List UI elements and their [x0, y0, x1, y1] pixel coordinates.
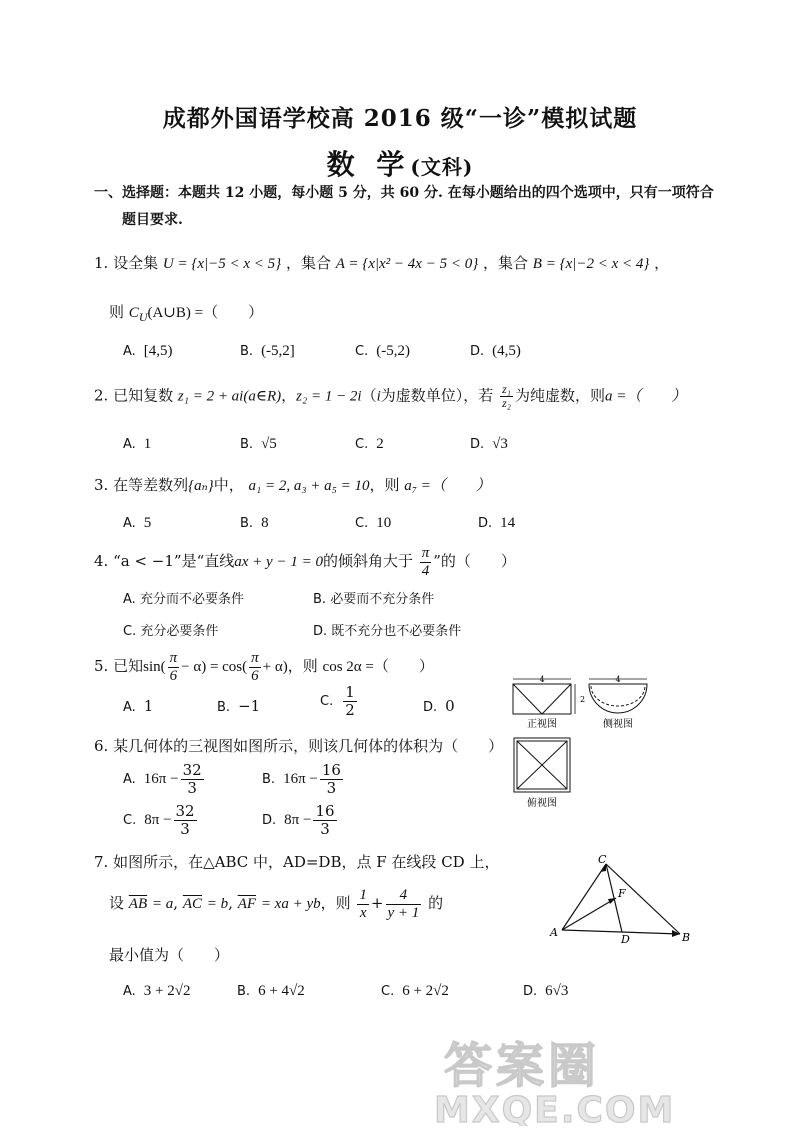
triangle-figure: [540, 848, 700, 948]
math-set-u: U = {x|−5 < x < 5}: [162, 256, 282, 272]
point-b-label: B: [682, 931, 691, 944]
q1-option-c[interactable]: C. (-5,2): [355, 343, 410, 359]
q5-option-c[interactable]: C. $\frac{1}{2}$: [320, 683, 355, 719]
vector-ab: $\overline{AB}$: [128, 896, 148, 912]
svg-text:4: 4: [615, 675, 621, 684]
q1-option-a[interactable]: A. [4,5): [123, 343, 173, 359]
math-set-a: A = {x|x² − 4x − 5 < 0}: [335, 256, 479, 272]
front-view: [513, 679, 575, 714]
q2-option-b[interactable]: B. √5: [240, 436, 277, 452]
watermark-logo: [424, 1030, 784, 1126]
question-4: 4. “a < −1”是“直线ax + y − 1 = 0的倾斜角大于 $\frac{\pi}{4}$ ”的（ ）: [94, 545, 516, 579]
q4-option-c[interactable]: C. 充分必要条件: [123, 624, 219, 639]
question-text: 设全集: [113, 254, 159, 272]
math-complement: C: [128, 305, 139, 321]
top-view-label: 俯视图: [527, 798, 557, 809]
question-7-line-3: 最小值为（ ）: [109, 946, 230, 964]
q1-option-b[interactable]: B. (-5,2]: [240, 343, 295, 359]
section-heading: [94, 180, 714, 234]
q3-option-c[interactable]: C. 10: [355, 515, 392, 531]
question-6: 6. 某几何体的三视图如图所示，则该几何体的体积为（ ）: [94, 737, 504, 755]
subject-track: (文科): [410, 155, 474, 179]
fraction-z1-over-z2: $\frac{\text{z₁}}{\text{z₂}}$: [502, 382, 511, 411]
q6-option-d[interactable]: D. 8π − $\frac{16}{3}$: [262, 802, 335, 838]
question-text: ，集合: [285, 254, 331, 272]
q7-option-d[interactable]: D. 6√3: [523, 983, 569, 999]
question-7-line-2: 设 $\overline{AB} = a$, $\overline{AC} = b$, $\overline{AF}$ = xa + yb，则 $\frac{1}{x}$ + $\frac{4}{y + 1}$ 的: [109, 887, 444, 921]
math-expression: (A∪B) =（ ）: [147, 305, 264, 321]
exam-subtitle: [0, 143, 800, 183]
q6-option-c[interactable]: C. 8π − $\frac{32}{3}$: [123, 802, 195, 838]
question-1-line-2: [109, 301, 263, 325]
q7-option-c[interactable]: C. 6 + 2√2: [381, 983, 449, 999]
three-view-figure: [505, 672, 665, 812]
q3-option-b[interactable]: B. 8: [240, 515, 269, 531]
q6-option-b[interactable]: B. 16π − $\frac{16}{3}$: [262, 761, 341, 797]
exam-title: 成都外国语学校高 2016 级“一诊”模拟试题: [162, 105, 638, 132]
section-line-1: 一、选择题：本题共 12 小题，每小题 5 分，共 60 分. 在每小题给出的四个选项中，只有一项符合: [94, 185, 714, 201]
dim-width-label: 4: [539, 675, 545, 684]
top-view: [514, 738, 570, 792]
question-7-line-1: 7. 如图所示，在△ABC 中，AD=DB，点 F 在线段 CD 上，: [94, 853, 500, 871]
q7-option-a[interactable]: A. 3 + 2√2: [123, 983, 191, 999]
math-set-b: B = {x|−2 < x < 4}: [532, 256, 650, 272]
front-view-label: 正视图: [527, 719, 557, 730]
math-subscript: U: [138, 310, 148, 324]
watermark-site: MXQE.COM: [434, 1090, 676, 1126]
point-d-label: D: [621, 933, 630, 946]
watermark-chars: 答案圈: [444, 1038, 601, 1094]
q6-option-a[interactable]: A. 16π − $\frac{32}{3}$: [123, 761, 202, 797]
dim-height-label: 2: [580, 695, 586, 704]
point-f-label: F: [618, 887, 626, 900]
question-2: 2. 已知复数 z₁ = 2 + ai(a∈R)，z₂ = 1 − 2i（i为虚数单位），若 $\frac{\text{z₁}}{\text{z₂}}$ 为纯虚数，则a =（ ）: [94, 382, 687, 411]
vector-ac: $\overline{AC}$: [182, 896, 202, 912]
q2-option-a[interactable]: A. 1: [123, 436, 152, 452]
question-5: 5. 已知sin( $\frac{\pi}{6}$ − α) = cos( $\frac{\pi}{6}$ + α)，则 cos 2α =（ ）: [94, 650, 434, 684]
math-z2: z₂ = 1 − 2i: [296, 388, 362, 405]
side-view-label: 侧视图: [603, 719, 633, 730]
question-3: 3. 在等差数列{aₙ}中， a₁ = 2, a₃ + a₅ = 10，则 a₇ =（ ）: [94, 476, 491, 494]
vector-af: $\overline{AF}$: [237, 896, 257, 912]
q5-option-b[interactable]: B. −1: [217, 697, 261, 715]
question-1-line-1: [94, 252, 669, 273]
math-z1: z₁ = 2 + ai(a∈R): [177, 388, 282, 405]
q7-option-b[interactable]: B. 6 + 4√2: [237, 983, 305, 999]
q4-option-a[interactable]: A. 充分而不必要条件: [123, 592, 244, 607]
q2-option-c[interactable]: C. 2: [355, 436, 384, 452]
q1-option-d[interactable]: D. (4,5): [470, 343, 521, 359]
question-number: 1.: [94, 254, 109, 272]
q3-option-d[interactable]: D. 14: [478, 515, 516, 531]
subject-label: 数 学: [326, 148, 411, 181]
q4-option-d[interactable]: D. 既不充分也不必要条件: [313, 624, 462, 639]
section-line-2: 题目要求.: [122, 212, 183, 228]
q4-option-b[interactable]: B. 必要而不充分条件: [313, 592, 435, 607]
question-text: ，: [654, 254, 670, 272]
vector-arrowheads: [600, 864, 680, 937]
q5-option-d[interactable]: D. 0: [423, 697, 455, 715]
q2-option-d[interactable]: D. √3: [470, 436, 508, 452]
side-view: [589, 679, 647, 713]
point-c-label: C: [598, 853, 607, 866]
question-text: 则: [109, 303, 125, 321]
fraction-pi-over-4: $\frac{\pi}{4}$: [421, 545, 430, 579]
point-a-label: A: [550, 926, 558, 939]
q5-option-a[interactable]: A. 1: [123, 697, 154, 715]
question-text: ，集合: [483, 254, 529, 272]
q3-option-a[interactable]: A. 5: [123, 515, 152, 531]
